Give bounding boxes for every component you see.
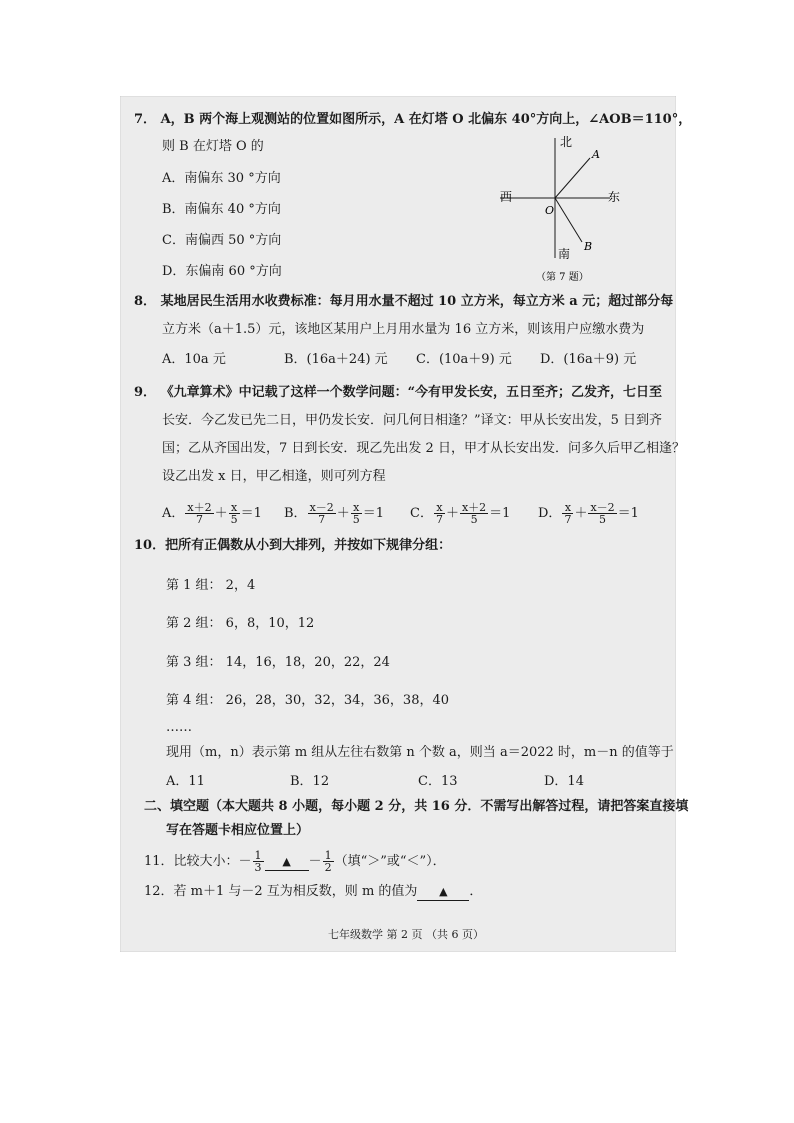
q8-option-d: D．(16a＋9) 元 [540, 352, 637, 367]
q8-line2: 立方米（a＋1.5）元，该地区某用户上月用水量为 16 立方米，则该用户应缴水费为 [162, 322, 645, 337]
q7-option-d: D．东偏南 60 °方向 [162, 264, 282, 279]
q10-ellipsis: …… [166, 720, 192, 735]
q11-answer-blank: ▲ [265, 854, 309, 871]
q9-line1: 9． 《九章算术》中记载了这样一个数学问题：“今有甲发长安，五日至齐；乙发齐，七日至 [134, 385, 663, 400]
q10-option-b: B．12 [290, 774, 330, 789]
q10-group-2: 第 2 组： 6，8，10，12 [166, 616, 315, 631]
q9-option-d: D． $\frac{x}{7}$ ＋ $\frac{x-2}{5}$ ＝1 [538, 501, 639, 526]
section2-heading: 二、填空题（本大题共 8 小题，每小题 2 分，共 16 分．不需写出解答过程，请把答案直接填 [144, 799, 689, 814]
q10-group-4: 第 4 组： 26，28，30，32，34，36，38，40 [166, 693, 450, 708]
figure-caption: （第 7 题） [536, 272, 589, 283]
q10-option-d: D．14 [544, 774, 584, 789]
q7-line1: 7． A，B 两个海上观测站的位置如图所示，A 在灯塔 O 北偏东 40°方向上，∠AOB＝110°， [134, 112, 692, 127]
q12-answer-blank: ▲ [417, 884, 469, 901]
q9-option-c: C． $\frac{x}{7}$ ＋ $\frac{x+2}{5}$ ＝1 [410, 501, 511, 526]
q8-option-a: A．10a 元 [162, 352, 226, 367]
q8-line1: 8． 某地居民生活用水收费标准：每月用水量不超过 10 立方米，每立方米 a 元；超过部分每 [134, 294, 674, 309]
q7-line2: 则 B 在灯塔 O 的 [162, 139, 264, 154]
q7-compass-figure [490, 130, 630, 288]
q7-option-a: A．南偏东 30 °方向 [162, 171, 281, 186]
q8-option-c: C．(10a＋9) 元 [416, 352, 512, 367]
q8-option-b: B．(16a＋24) 元 [284, 352, 388, 367]
q10-option-a: A．11 [166, 774, 205, 789]
q10-line2: 现用（m，n）表示第 m 组从左往右数第 n 个数 a，则当 a＝2022 时，m－n 的值等于 [166, 745, 674, 760]
east-label: 东 [608, 190, 621, 204]
page-footer: 七年级数学 第 2 页 （共 6 页） [328, 928, 484, 941]
q10-option-c: C．13 [418, 774, 458, 789]
q9-option-b: B． $\frac{x-2}{7}$ ＋ $\frac{x}{5}$ ＝1 [284, 501, 385, 526]
point-o-label: O [545, 204, 555, 217]
q7-option-c: C．南偏西 50 °方向 [162, 233, 282, 248]
q11: 11．比较大小：－ $\frac{1}{3}$ ▲ － $\frac{1}{2}$ （填“＞”或“＜”）． [144, 849, 446, 874]
q7-option-b: B．南偏东 40 °方向 [162, 202, 281, 217]
q10-group-1: 第 1 组： 2，4 [166, 578, 256, 593]
point-b-label: B [584, 240, 593, 253]
q9-line4: 设乙出发 x 日，甲乙相逢，则可列方程 [162, 469, 386, 484]
west-label: 西 [500, 190, 513, 204]
north-label: 北 [560, 135, 573, 149]
q9-line3: 国；乙从齐国出发，7 日到长安．现乙先出发 2 日，甲才从长安出发．问多久后甲乙相逢？ [162, 441, 685, 456]
q9-option-a: A． $\frac{x+2}{7}$ ＋ $\frac{x}{5}$ ＝1 [162, 501, 262, 526]
point-a-label: A [592, 148, 600, 161]
q10-group-3: 第 3 组： 14，16，18，20，22，24 [166, 655, 390, 670]
q10-line1: 10．把所有正偶数从小到大排列，并按如下规律分组： [134, 538, 452, 553]
q9-line2: 长安．今乙发已先二日，甲仍发长安．问几何日相逢？”译文：甲从长安出发，5 日到齐 [162, 413, 663, 428]
section2-heading-cont: 写在答题卡相应位置上） [166, 823, 310, 838]
south-label: 南 [558, 247, 571, 261]
q12: 12．若 m＋1 与－2 互为相反数，则 m 的值为 ▲ ． [144, 884, 483, 899]
